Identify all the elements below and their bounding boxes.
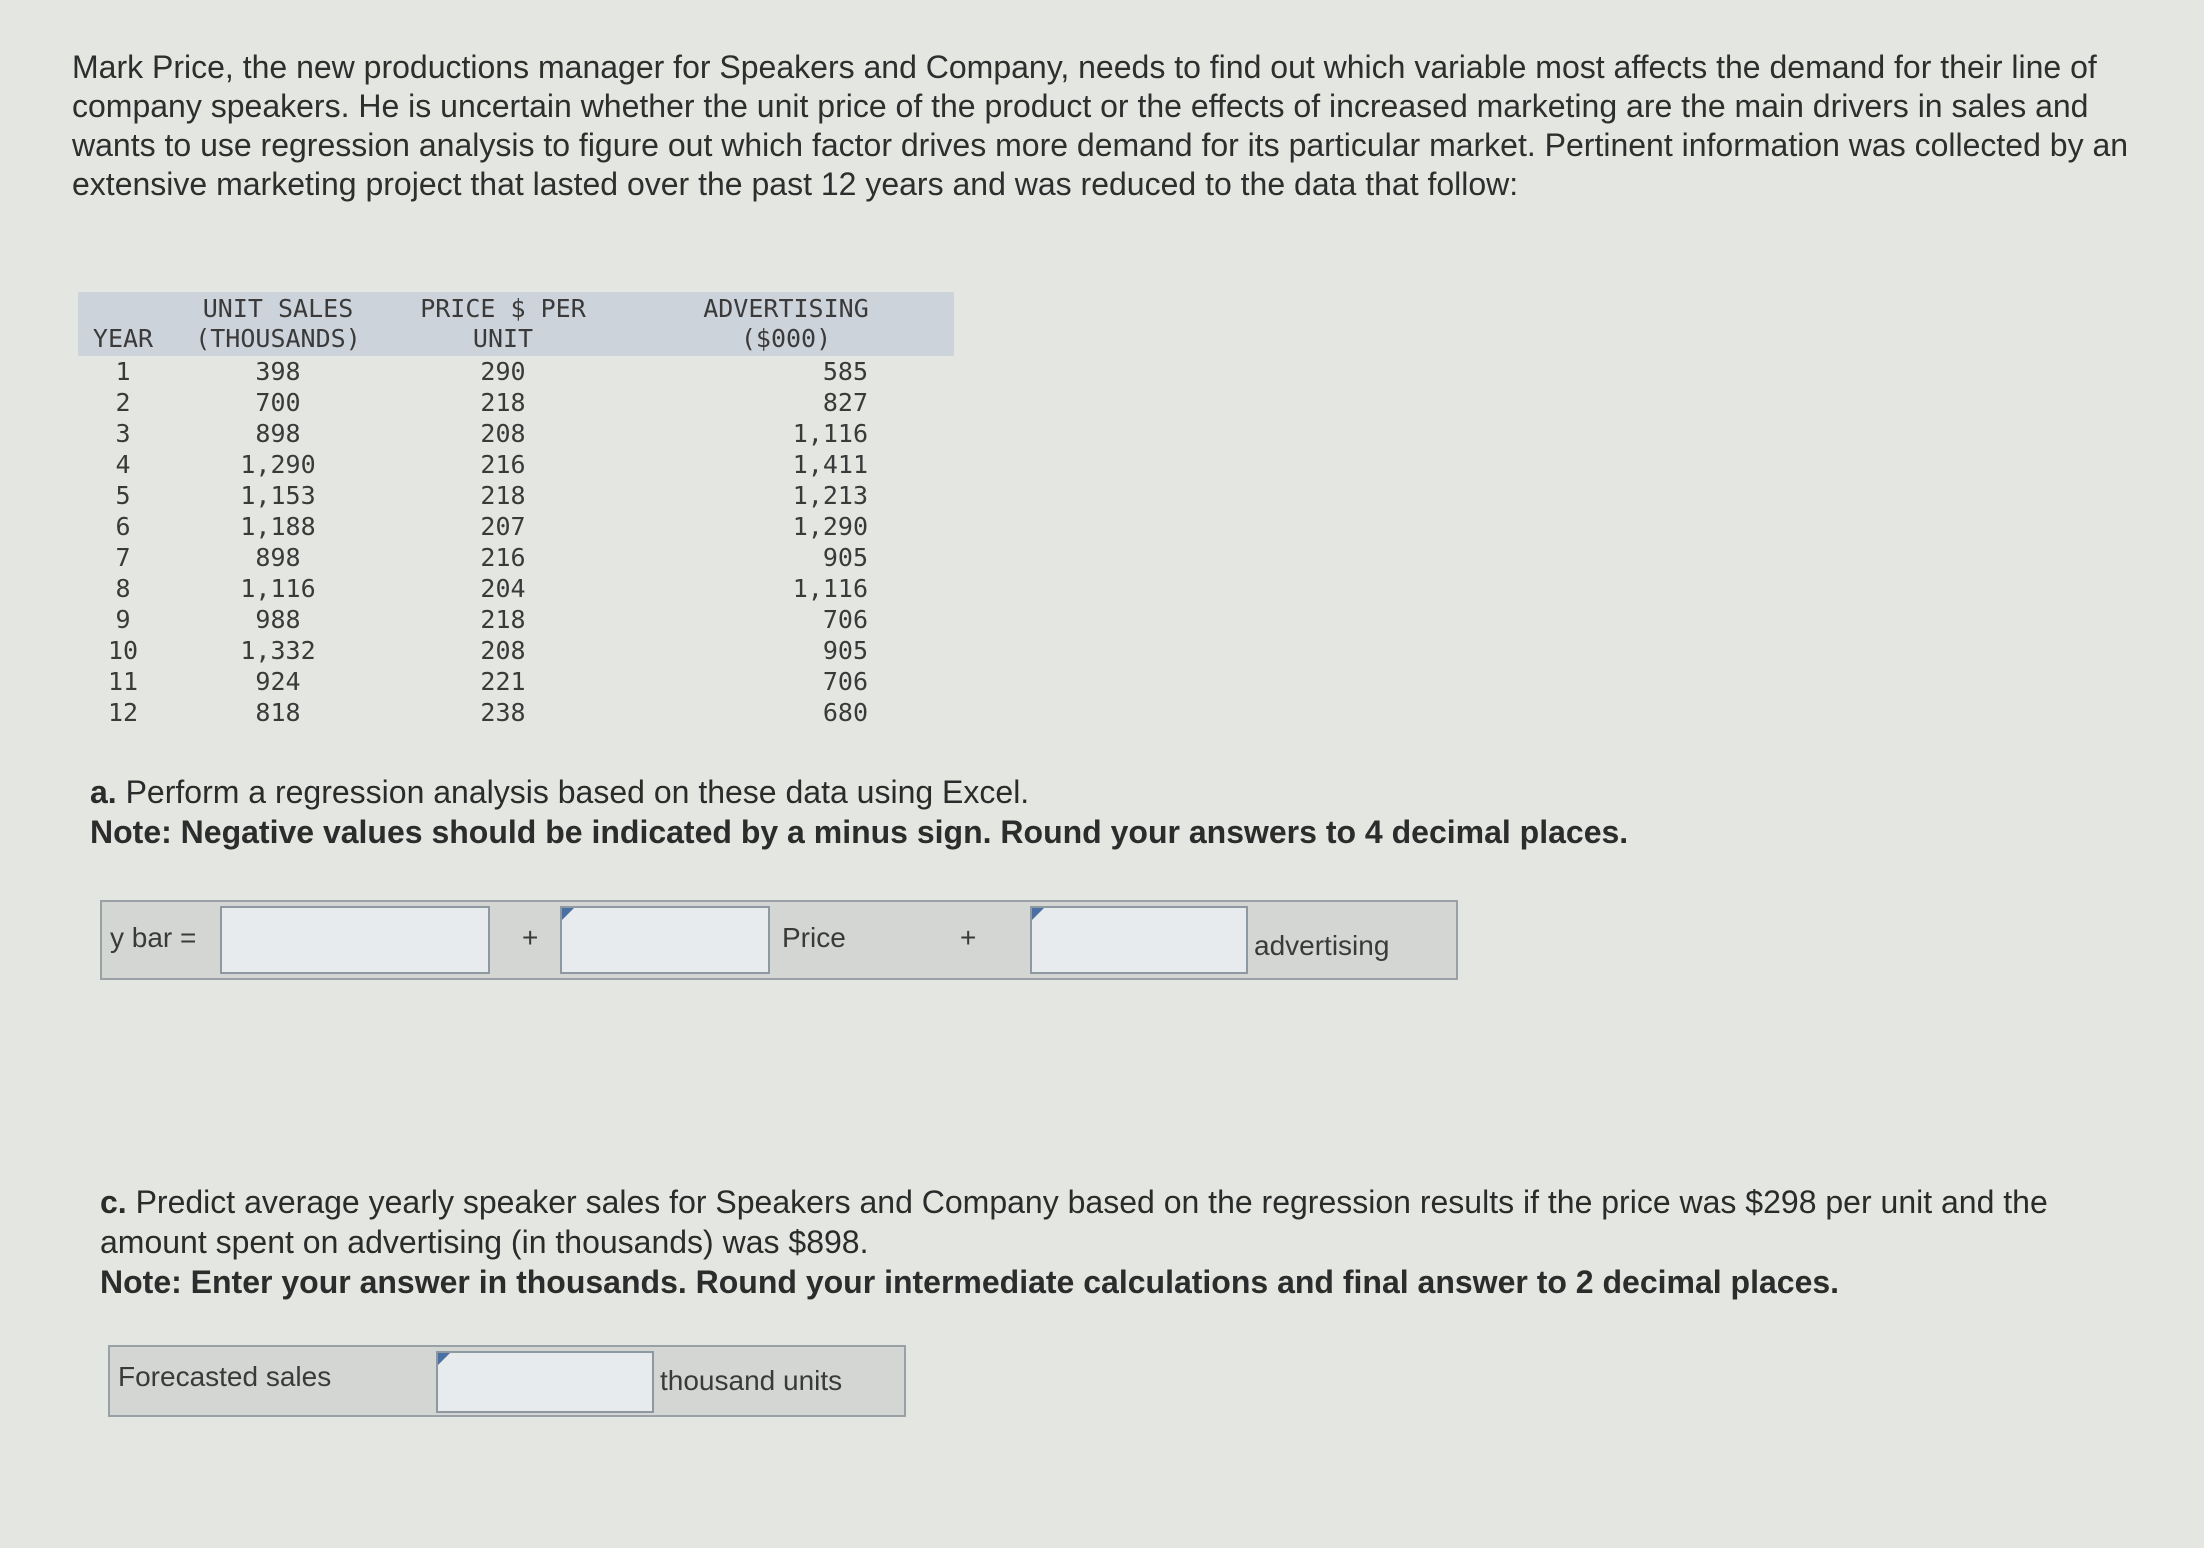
table-body <box>78 356 954 728</box>
table-row <box>78 511 954 542</box>
part-c-block <box>100 1182 2140 1302</box>
table-row <box>78 697 954 728</box>
cell-price: 204 <box>480 574 526 603</box>
data-table <box>78 292 954 728</box>
forecast-label: Forecasted sales <box>118 1361 332 1392</box>
cell-price: 216 <box>480 543 526 572</box>
cell-year: 10 <box>107 636 139 665</box>
cell-unit-sales: 398 <box>255 357 301 386</box>
cell-year: 1 <box>115 357 131 386</box>
cell-unit-sales: 898 <box>255 419 301 448</box>
cell-year: 9 <box>115 605 131 634</box>
cell-unit-sales: 1,290 <box>240 450 316 479</box>
cell-price: 218 <box>480 481 526 510</box>
table-row <box>78 542 954 573</box>
forecast-row <box>108 1345 906 1417</box>
header-advertising <box>618 292 954 356</box>
part-a-prefix: a. <box>90 774 117 810</box>
header-price <box>388 292 618 356</box>
cell-price: 216 <box>480 450 526 479</box>
plus-sign-2: + <box>960 922 977 953</box>
cell-year: 3 <box>115 419 131 448</box>
cell-advertising: 827 <box>822 388 868 417</box>
cell-unit-sales: 818 <box>255 698 301 727</box>
cell-unit-sales: 988 <box>255 605 301 634</box>
cell-year: 11 <box>107 667 139 696</box>
cell-advertising: 1,116 <box>792 419 868 448</box>
cell-price: 290 <box>480 357 526 386</box>
table-row <box>78 573 954 604</box>
table-row <box>78 356 954 387</box>
table-row <box>78 449 954 480</box>
cell-unit-sales: 1,188 <box>240 512 316 541</box>
header-unit-sales-line1: UNIT SALES <box>202 294 354 323</box>
cell-advertising: 1,411 <box>792 450 868 479</box>
cell-price: 238 <box>480 698 526 727</box>
part-c-prefix: c. <box>100 1184 127 1220</box>
intercept-input[interactable] <box>220 906 490 974</box>
cell-price: 221 <box>480 667 526 696</box>
forecast-unit-label: thousand units <box>660 1365 843 1396</box>
cell-advertising: 1,213 <box>792 481 868 510</box>
part-a-note: Note: Negative values should be indicated by a minus sign. Round your answers to 4 decimal places. <box>90 814 1629 850</box>
part-a-question <box>90 772 1990 812</box>
cell-advertising: 706 <box>822 605 868 634</box>
header-unit-sales-line2: (THOUSANDS) <box>195 324 361 353</box>
header-year: YEAR <box>78 292 168 356</box>
header-price-line2: UNIT <box>472 324 534 353</box>
cell-year: 5 <box>115 481 131 510</box>
regression-equation-row <box>100 900 1458 980</box>
part-c-text: Predict average yearly speaker sales for Speakers and Company based on the regression results if the price was $298 per unit and the amount spent on advertising (in thousands) was $898. <box>100 1184 2048 1260</box>
cell-unit-sales: 1,332 <box>240 636 316 665</box>
advertising-input-flag-icon <box>1032 908 1044 920</box>
cell-price: 208 <box>480 419 526 448</box>
part-c-question <box>100 1182 2140 1262</box>
cell-price: 218 <box>480 605 526 634</box>
cell-advertising: 1,290 <box>792 512 868 541</box>
cell-price: 207 <box>480 512 526 541</box>
advertising-coefficient-input[interactable] <box>1030 906 1248 974</box>
cell-advertising: 680 <box>822 698 868 727</box>
cell-advertising: 905 <box>822 636 868 665</box>
cell-year: 7 <box>115 543 131 572</box>
cell-unit-sales: 924 <box>255 667 301 696</box>
table-row <box>78 604 954 635</box>
cell-year: 4 <box>115 450 131 479</box>
cell-unit-sales: 898 <box>255 543 301 572</box>
price-coefficient-input[interactable] <box>560 906 770 974</box>
header-advertising-line1: ADVERTISING <box>703 294 869 323</box>
cell-advertising: 1,116 <box>792 574 868 603</box>
forecast-input-flag-icon <box>438 1353 450 1365</box>
cell-unit-sales: 1,153 <box>240 481 316 510</box>
problem-intro: Mark Price, the new productions manager for Speakers and Company, needs to find out which variable most affects the demand for their line of company speakers. He is uncertain whether the unit price of the product or the effects of increased marketing are the main drivers in sales and wants to use regression analysis to figure out which factor drives more demand for its particular market. Pertinent information was collected by an extensive marketing project that lasted over the past 12 years and was reduced to the data that follow: <box>72 49 2129 202</box>
table-header-row <box>78 292 954 356</box>
cell-advertising: 585 <box>822 357 868 386</box>
table-row <box>78 418 954 449</box>
header-advertising-line2: ($000) <box>740 324 832 353</box>
part-a-text: Perform a regression analysis based on these data using Excel. <box>116 774 1030 810</box>
header-price-line1: PRICE $ PER <box>420 294 586 323</box>
ybar-label: y bar = <box>110 922 197 953</box>
table-row <box>78 480 954 511</box>
cell-year: 12 <box>107 698 139 727</box>
cell-price: 218 <box>480 388 526 417</box>
part-c-note: Note: Enter your answer in thousands. Round your intermediate calculations and final answer to 2 decimal places. <box>100 1264 1840 1300</box>
part-a-block <box>90 772 1990 852</box>
forecast-input[interactable] <box>436 1351 654 1413</box>
cell-advertising: 706 <box>822 667 868 696</box>
price-input-flag-icon <box>562 908 574 920</box>
cell-year: 6 <box>115 512 131 541</box>
table-row <box>78 387 954 418</box>
cell-advertising: 905 <box>822 543 868 572</box>
cell-year: 2 <box>115 388 131 417</box>
cell-unit-sales: 1,116 <box>240 574 316 603</box>
table-row <box>78 666 954 697</box>
advertising-label: advertising <box>1254 930 1390 961</box>
cell-year: 8 <box>115 574 131 603</box>
plus-sign-1: + <box>522 922 539 953</box>
cell-price: 208 <box>480 636 526 665</box>
table-row <box>78 635 954 666</box>
header-unit-sales <box>168 292 388 356</box>
cell-unit-sales: 700 <box>255 388 301 417</box>
price-label: Price <box>782 922 846 953</box>
